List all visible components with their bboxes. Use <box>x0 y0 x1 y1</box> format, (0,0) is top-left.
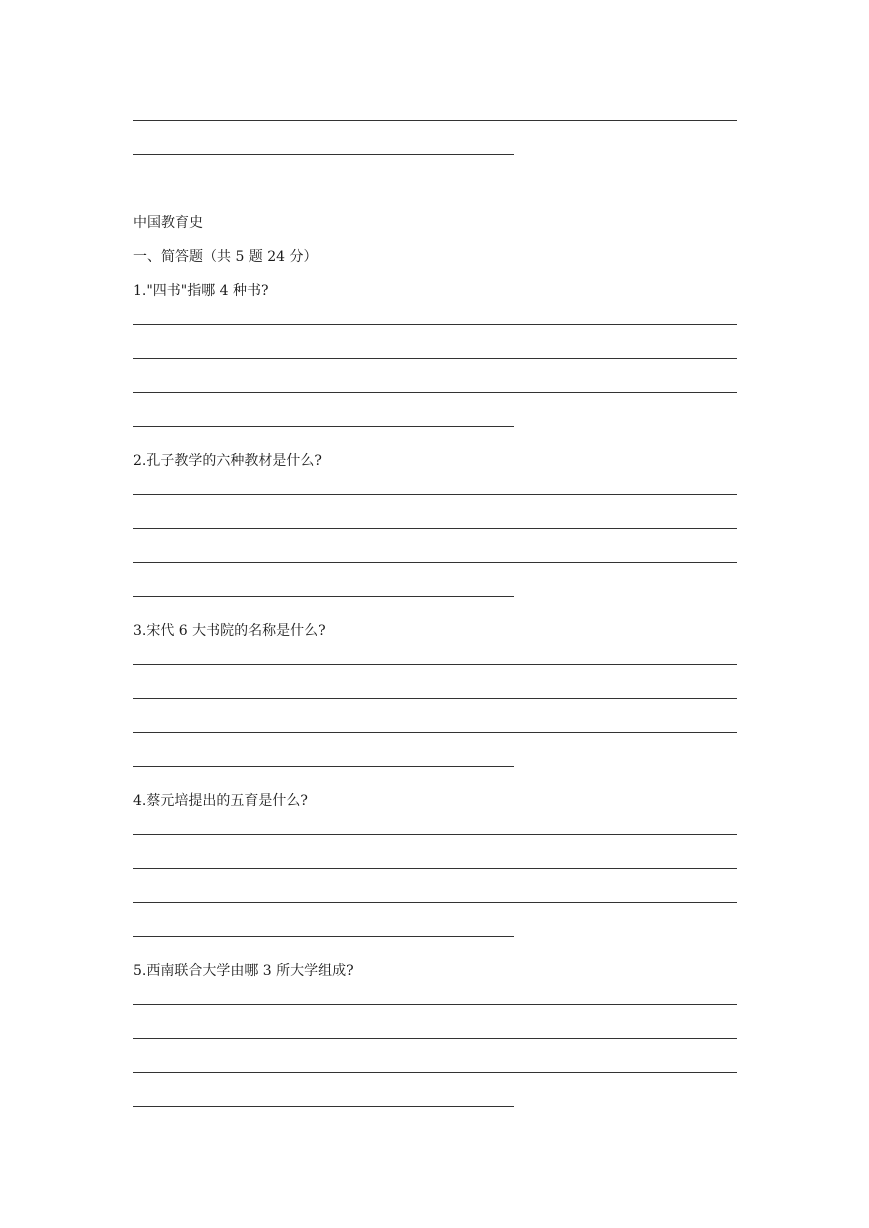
answer-line <box>133 648 737 682</box>
answer-line-short <box>133 138 737 172</box>
question-3: 3.宋代 6 大书院的名称是什么? <box>133 623 326 639</box>
answer-line <box>133 478 737 512</box>
section-heading: 一、简答题（共 5 题 24 分） <box>133 249 318 265</box>
answer-line-short <box>133 750 737 784</box>
answer-line <box>133 1022 737 1056</box>
answer-line <box>133 376 737 410</box>
document-page <box>133 104 737 1124</box>
answer-line-short <box>133 410 737 444</box>
answer-line <box>133 818 737 852</box>
answer-line <box>133 716 737 750</box>
question-4: 4.蔡元培提出的五育是什么? <box>133 793 308 809</box>
answer-line <box>133 988 737 1022</box>
question-2: 2.孔子教学的六种教材是什么? <box>133 453 322 469</box>
answer-line <box>133 512 737 546</box>
answer-line <box>133 682 737 716</box>
question-1: 1."四书"指哪 4 种书? <box>133 283 269 299</box>
answer-line <box>133 546 737 580</box>
answer-line <box>133 342 737 376</box>
question-5: 5.西南联合大学由哪 3 所大学组成? <box>133 963 354 979</box>
answer-line <box>133 308 737 342</box>
document-title: 中国教育史 <box>133 215 203 231</box>
answer-line-short <box>133 920 737 954</box>
answer-line <box>133 886 737 920</box>
answer-line <box>133 104 737 138</box>
answer-line <box>133 1056 737 1090</box>
answer-line-short <box>133 580 737 614</box>
answer-line <box>133 852 737 886</box>
answer-line-short <box>133 1090 737 1124</box>
